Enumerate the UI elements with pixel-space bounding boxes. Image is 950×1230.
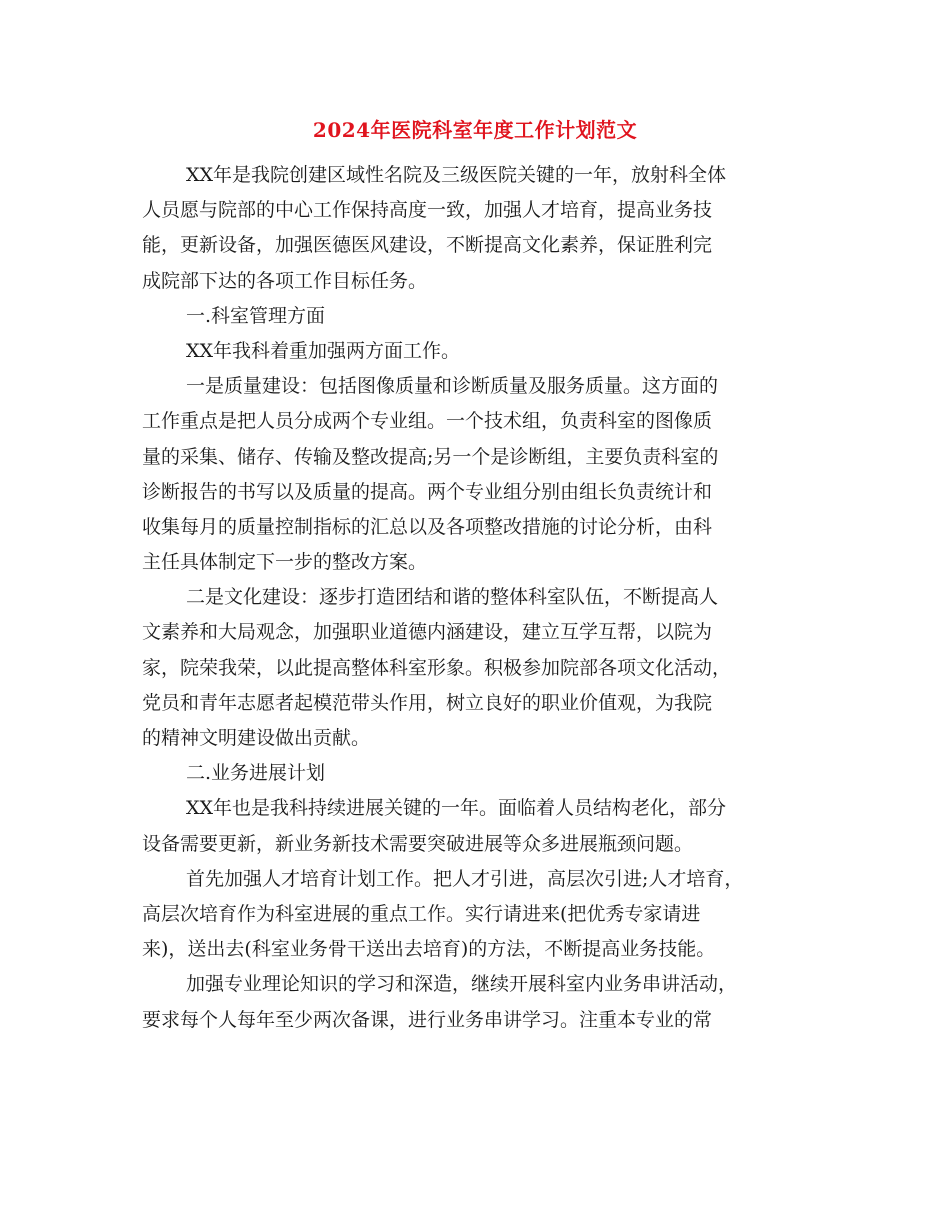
text-line: 设备需要更新，新业务新技术需要突破进展等众多进展瓶颈问题。 [142, 832, 694, 855]
text-line: 一是质量建设：包括图像质量和诊断质量及服务质量。这方面的 [186, 375, 719, 398]
text-line: 二是文化建设：逐步打造团结和谐的整体科室队伍，不断提高人 [186, 586, 719, 609]
text-line: 工作重点是把人员分成两个专业组。一个技术组，负责科室的图像质 [142, 410, 713, 433]
text-line: 来)，送出去(科室业务骨干送出去培育)的方法，不断提高业务技能。 [142, 938, 716, 961]
text-line: 量的采集、储存、传输及整改提高;另一个是诊断组，主要负责科室的 [142, 445, 719, 468]
text-line: 首先加强人才培育计划工作。把人才引进，高层次引进;人才培育， [186, 867, 744, 890]
document-title: 2024年医院科室年度工作计划范文 [312, 118, 638, 142]
text-line: 主任具体制定下一步的整改方案。 [142, 551, 428, 574]
text-line: 诊断报告的书写以及质量的提高。两个专业组分别由组长负责统计和 [142, 480, 713, 503]
text-line: 文素养和大局观念，加强职业道德内涵建设，建立互学互帮，以院为 [142, 621, 713, 644]
text-line: 党员和青年志愿者起模范带头作用，树立良好的职业价值观，为我院 [142, 691, 713, 714]
text-line: 二.业务进展计划 [186, 762, 326, 785]
text-line: 一.科室管理方面 [186, 304, 326, 327]
text-line: XX年也是我科持续进展关键的一年。面临着人员结构老化，部分 [186, 797, 727, 820]
text-line: 要求每个人每年至少两次备课，进行业务串讲学习。注重本专业的常 [142, 1008, 713, 1031]
text-line: 人员愿与院部的中心工作保持高度一致，加强人才培育，提高业务技 [142, 199, 713, 222]
text-line: 成院部下达的各项工作目标任务。 [142, 269, 428, 292]
text-line: 加强专业理论知识的学习和深造，继续开展科室内业务串讲活动， [186, 973, 738, 996]
text-line: 高层次培育作为科室进展的重点工作。实行请进来(把优秀专家请进 [142, 902, 701, 925]
text-line: 家，院荣我荣，以此提高整体科室形象。积极参加院部各项文化活动， [142, 656, 732, 679]
text-line: XX年我科着重加强两方面工作。 [186, 339, 461, 362]
text-line: 收集每月的质量控制指标的汇总以及各项整改措施的讨论分析，由科 [142, 515, 713, 538]
text-line: 能，更新设备，加强医德医风建设，不断提高文化素养，保证胜利完 [142, 234, 713, 257]
text-line: 的精神文明建设做出贡献。 [142, 727, 371, 749]
document-body [142, 158, 807, 1038]
text-line: XX年是我院创建区域性名院及三级医院关键的一年，放射科全体 [186, 164, 727, 186]
